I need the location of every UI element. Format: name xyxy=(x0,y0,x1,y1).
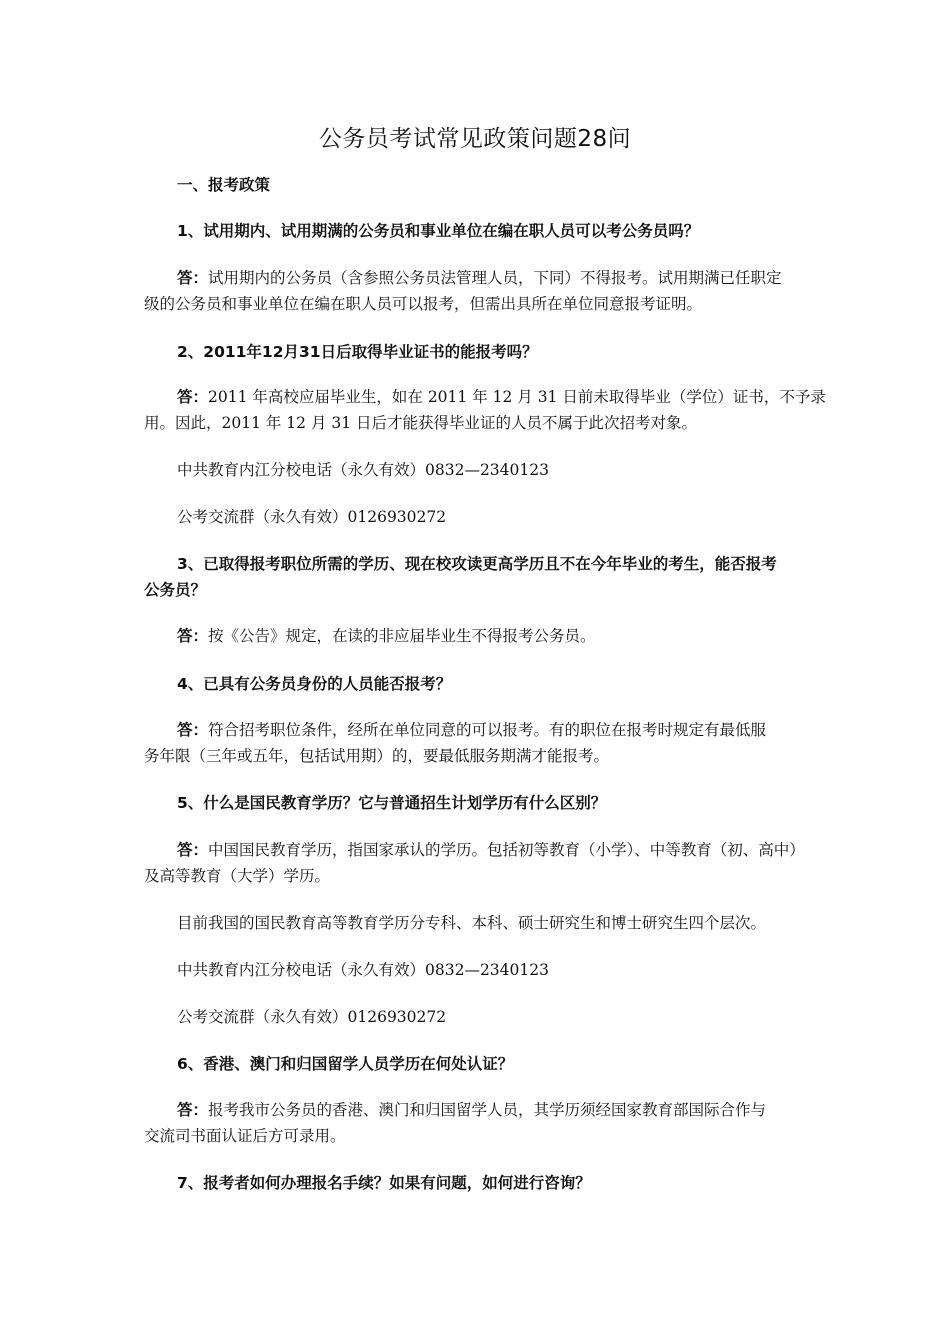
answer-2-line-2: 用。因此，2011 年 12 月 31 日后才能获得毕业证的人员不属于此次招考对象。 xyxy=(144,414,698,432)
question-2: 2、2011年12月31日后取得毕业证书的能报考吗？ xyxy=(177,343,538,361)
question-3-line-2: 公务员？ xyxy=(144,581,207,599)
answer-2-line-1: 答：2011 年高校应届毕业生，如在 2011 年 12 月 31 日前未取得毕业（学位）证书，不予录 xyxy=(177,388,826,406)
answer-label: 答： xyxy=(177,269,209,287)
answer-label: 答： xyxy=(177,627,209,645)
answer-6-line-2: 交流司书面认证后方可录用。 xyxy=(144,1127,346,1145)
contact-phone-1: 中共教育内江分校电话（永久有效）0832—2340123 xyxy=(177,461,549,479)
answer-1-line-2: 级的公务员和事业单位在编在职人员可以报考，但需出具所在单位同意报考证明。 xyxy=(144,295,703,313)
question-1: 1、试用期内、试用期满的公务员和事业单位在编在职人员可以考公务员吗？ xyxy=(177,222,700,240)
question-6: 6、香港、澳门和归国留学人员学历在何处认证？ xyxy=(177,1055,514,1073)
question-7: 7、报考者如何办理报名手续？如果有问题，如何进行咨询？ xyxy=(177,1174,591,1192)
answer-4-line-2: 务年限（三年或五年，包括试用期）的，要最低服务期满才能报考。 xyxy=(144,747,610,765)
question-5: 5、什么是国民教育学历？它与普通招生计划学历有什么区别？ xyxy=(177,794,607,812)
answer-3-line-1: 答：按《公告》规定，在读的非应届毕业生不得报考公务员。 xyxy=(177,627,596,645)
answer-label: 答： xyxy=(177,388,209,406)
question-4: 4、已具有公务员身份的人员能否报考？ xyxy=(177,675,452,693)
answer-5-line-2: 及高等教育（大学）学历。 xyxy=(144,867,331,885)
answer-4-line-1: 答：符合招考职位条件，经所在单位同意的可以报考。有的职位在报考时规定有最低服 xyxy=(177,721,767,739)
answer-5-extra: 目前我国的国民教育高等教育学历分专科、本科、硕士研究生和博士研究生四个层次。 xyxy=(177,914,767,932)
answer-1-line-1: 答：试用期内的公务员（含参照公务员法管理人员，下同）不得报考。试用期满已任职定 xyxy=(177,269,782,287)
question-3-line-1: 3、已取得报考职位所需的学历、现在校攻读更高学历且不在今年毕业的考生，能否报考 xyxy=(177,555,777,573)
section-heading: 一、报考政策 xyxy=(177,176,271,194)
answer-5-line-1: 答：中国国民教育学历，指国家承认的学历。包括初等教育（小学）、中等教育（初、高中） xyxy=(177,841,805,859)
contact-group-1: 公考交流群（永久有效）0126930272 xyxy=(177,508,447,526)
answer-label: 答： xyxy=(177,841,209,859)
answer-6-line-1: 答：报考我市公务员的香港、澳门和归国留学人员，其学历须经国家教育部国际合作与 xyxy=(177,1101,767,1119)
answer-label: 答： xyxy=(177,721,209,739)
document-title: 公务员考试常见政策问题28问 xyxy=(318,126,632,152)
answer-label: 答： xyxy=(177,1101,209,1119)
contact-group-2: 公考交流群（永久有效）0126930272 xyxy=(177,1008,447,1026)
contact-phone-2: 中共教育内江分校电话（永久有效）0832—2340123 xyxy=(177,961,549,979)
